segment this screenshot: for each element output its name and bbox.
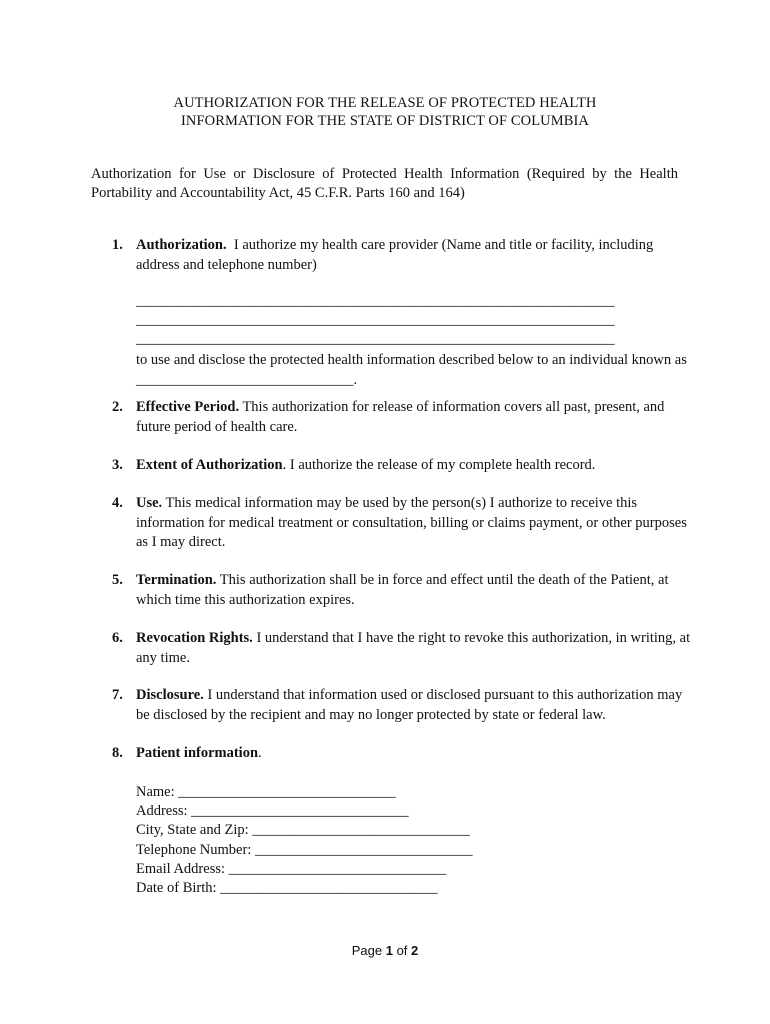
section-number: 5. (112, 572, 123, 588)
patient-name-field[interactable]: Name: ______________________________ (136, 784, 396, 800)
patient-dob-field[interactable]: Date of Birth: ______________________________ (136, 880, 438, 897)
section-effective-period (112, 398, 692, 437)
intro-paragraph: Authorization for Use or Disclosure of Protected Health Information (Required by the Health Portability and Accountability Act, 45 C.F.R. Parts 160 and 164) (91, 166, 678, 201)
section-number: 7. (112, 687, 123, 703)
section-heading: Use. (136, 495, 163, 511)
section-heading: Extent of Authorization (136, 457, 283, 473)
section-text: . (258, 745, 262, 761)
provider-blank-line-3[interactable]: __________________________________________________________________ (136, 331, 615, 347)
document-title (0, 94, 770, 130)
section-revocation (112, 629, 692, 668)
section-text: This authorization for release of information covers all past, present, and future period of health care. (136, 399, 665, 435)
section-disclosure (112, 686, 692, 725)
section-heading: Authorization. (136, 237, 227, 253)
section-number: 3. (112, 457, 123, 473)
section-extent (112, 456, 692, 476)
patient-telephone-field[interactable]: Telephone Number: ______________________________ (136, 841, 473, 858)
section-text: I authorize my health care provider (Name and title or facility, including address and telephone number) (136, 237, 657, 273)
title-line-2: INFORMATION FOR THE STATE OF DISTRICT OF COLUMBIA (180, 113, 590, 129)
page-total: 2 (411, 943, 419, 958)
section-heading: Termination. (136, 572, 217, 588)
provider-blank-line-2[interactable]: __________________________________________________________________ (136, 312, 615, 328)
section-text: I understand that I have the right to revoke this authorization, in writing, at any time. (136, 630, 691, 666)
section-text: . I authorize the release of my complete health record. (282, 457, 596, 473)
section-number: 1. (112, 237, 123, 253)
section-number: 2. (112, 399, 123, 415)
patient-city-state-zip-field[interactable]: City, State and Zip: ______________________________ (136, 822, 470, 839)
section-text: I understand that information used or disclosed pursuant to this authorization may be disclosed by the recipient and may no longer protected by state or federal law. (136, 687, 683, 723)
page-word: Page (351, 943, 386, 958)
section-text: This authorization shall be in force and effect until the death of the Patient, at which time this authorization expires. (136, 572, 669, 608)
section-heading: Patient information (136, 745, 259, 761)
section-use (112, 494, 692, 553)
patient-address-field[interactable]: Address: ______________________________ (136, 803, 409, 820)
section-text: This medical information may be used by the person(s) I authorize to receive this information for medical treatment or consultation, billing or claims payment, or other purposes as I may direct. (136, 495, 687, 550)
patient-fields (136, 783, 472, 898)
section-heading: Effective Period. (136, 399, 240, 415)
patient-email-field[interactable]: Email Address: ______________________________ (136, 860, 447, 877)
section-number: 8. (112, 745, 123, 761)
section-termination (112, 571, 692, 610)
section-heading: Disclosure. (136, 687, 204, 703)
section-text-after: to use and disclose the protected health information described below to an individual known as ______________________________. (136, 352, 687, 388)
provider-blank-line-1[interactable]: __________________________________________________________________ (136, 293, 615, 309)
page-footer (0, 942, 770, 960)
section-number: 6. (112, 630, 123, 646)
title-line-1: AUTHORIZATION FOR THE RELEASE OF PROTECTED HEALTH (173, 95, 597, 111)
page-number: 1 (385, 943, 393, 958)
section-heading: Revocation Rights. (136, 630, 253, 646)
section-number: 4. (112, 495, 123, 511)
of-word: of (392, 943, 412, 958)
section-authorization (112, 236, 692, 390)
section-patient-information (112, 744, 692, 764)
